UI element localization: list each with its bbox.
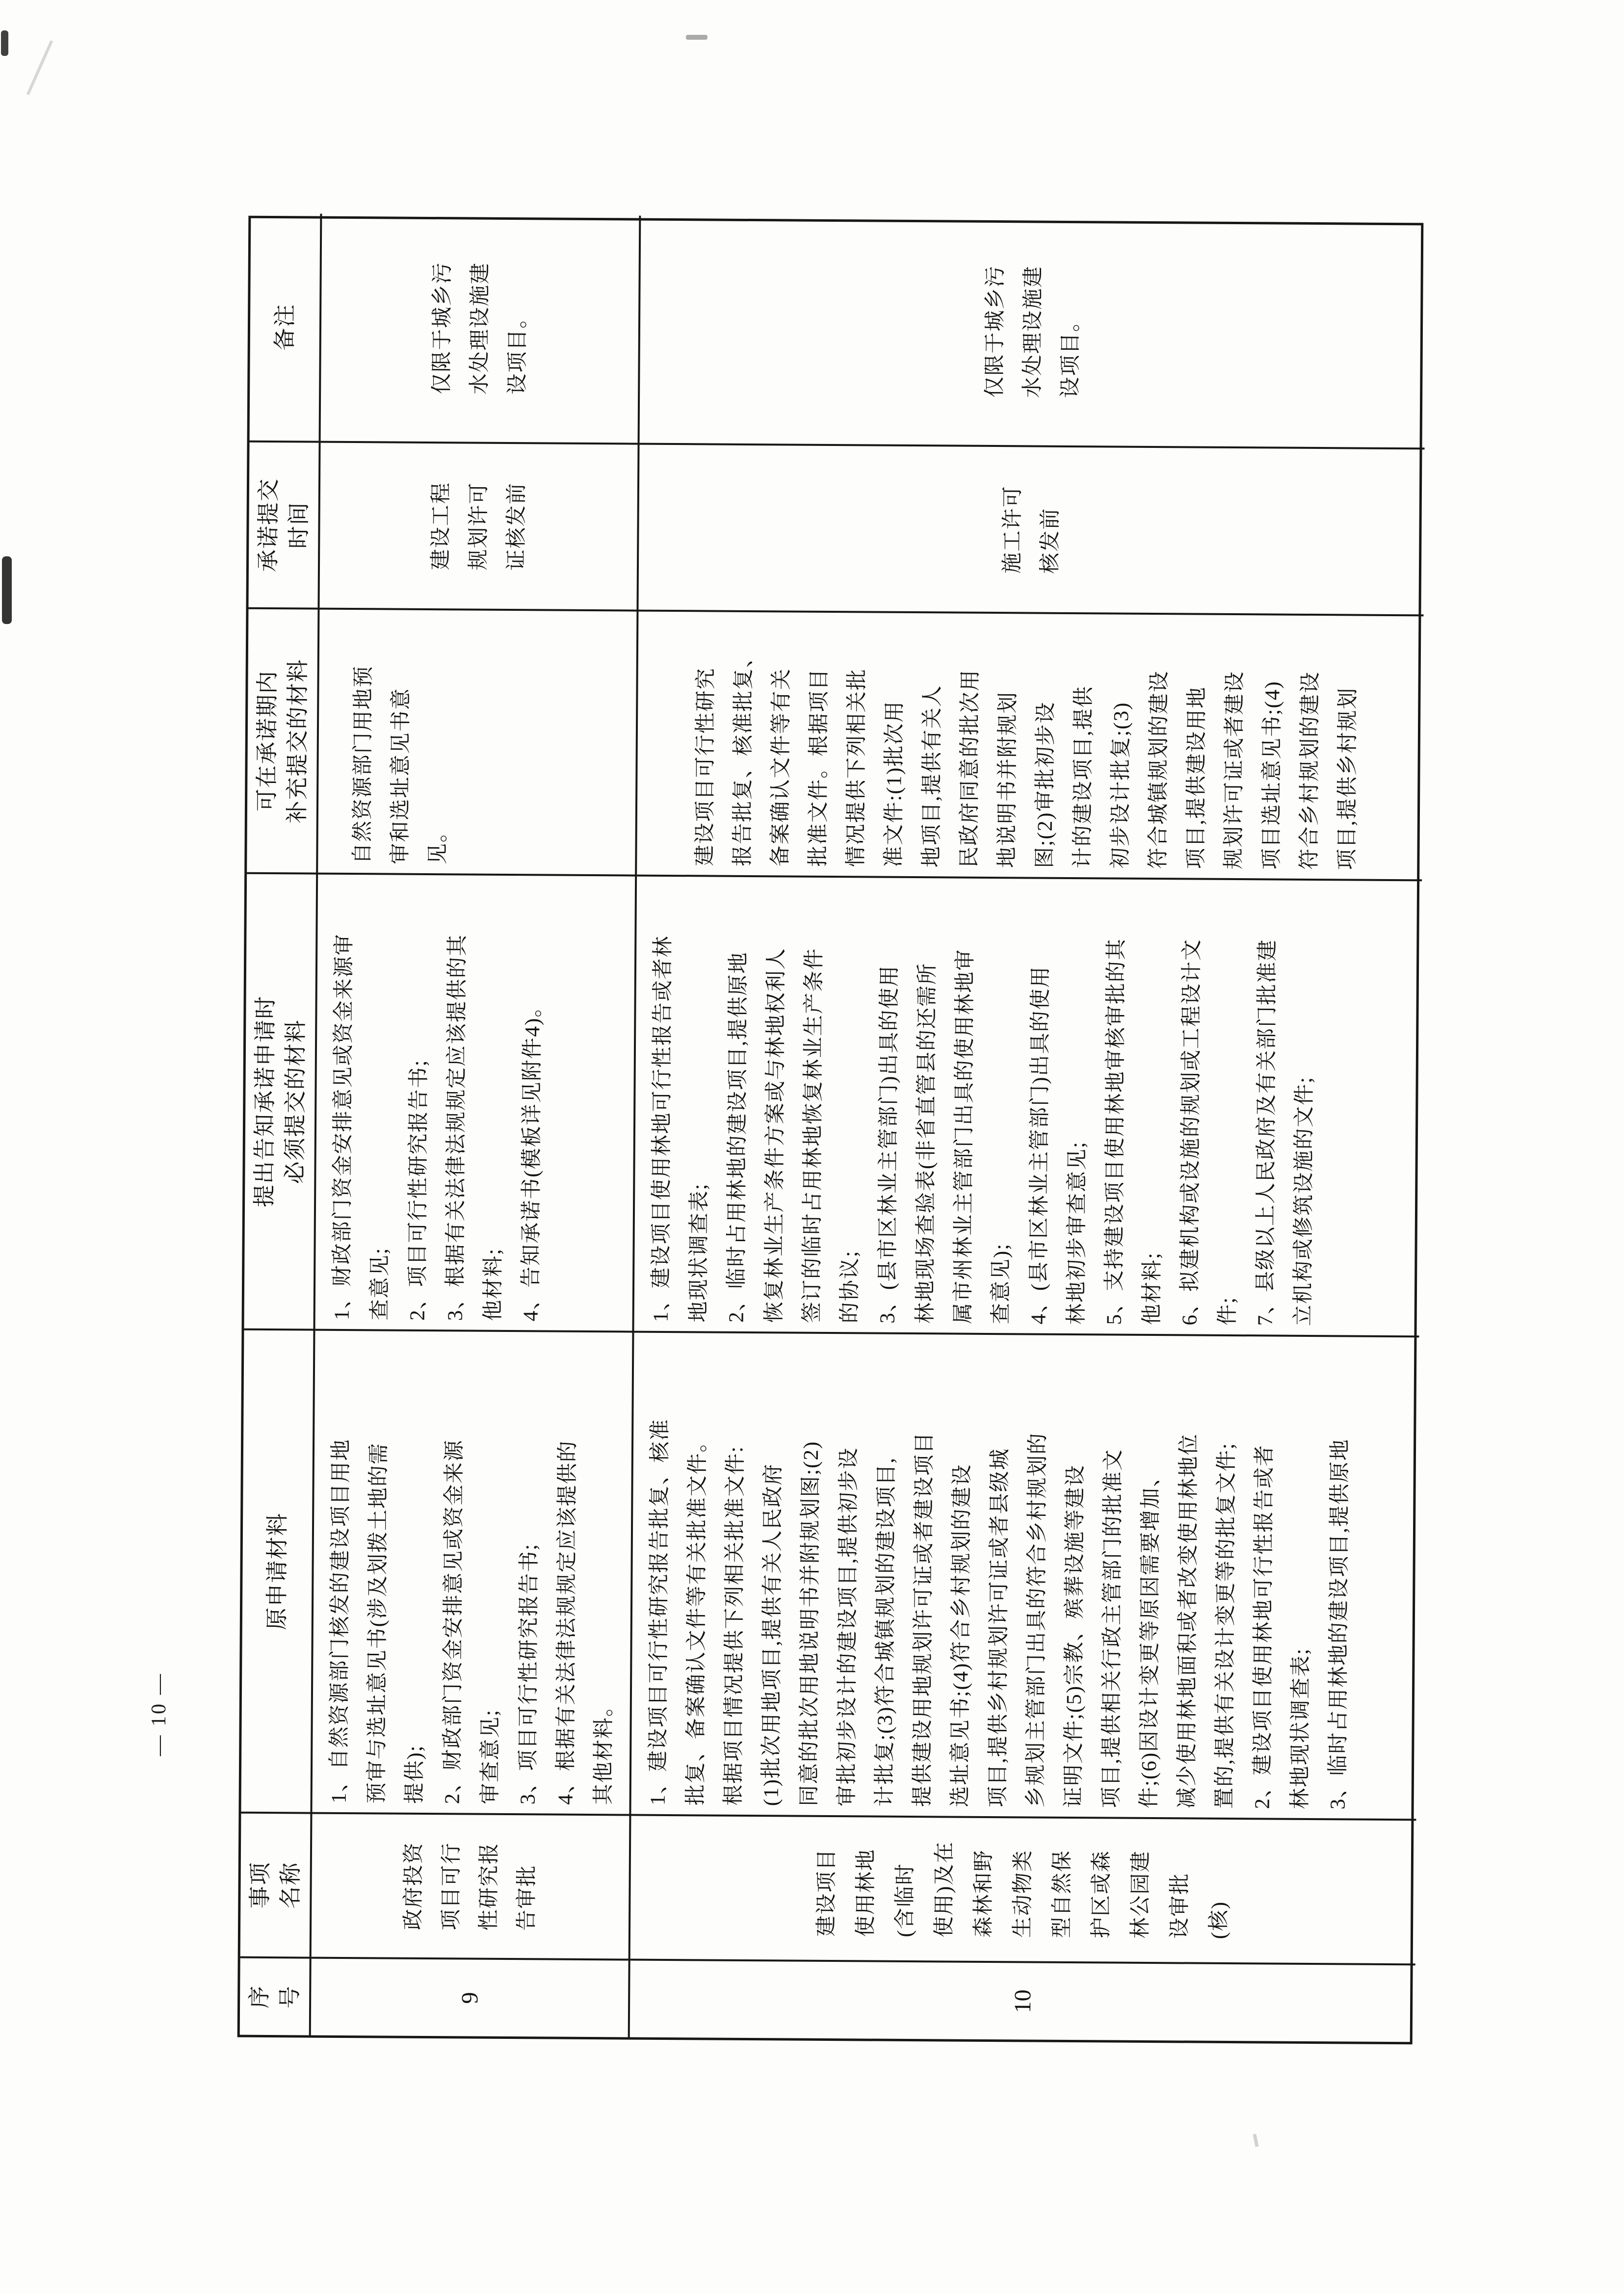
header-mingcheng: 事项 名称	[240, 1812, 313, 1957]
approval-items-table	[237, 216, 1424, 2045]
row10-mingcheng-text: 建设项目 使用林地 (含临时 使用)及在 森林和野 生动物类 型自然保 护区或森 林公园建 设审批 (核)	[814, 1841, 1231, 1939]
row10-shijian	[638, 443, 1424, 615]
row10-beizhu	[640, 216, 1426, 448]
row9-beizhu-text: 仅限于城乡污 水处理设施建 设项目。	[430, 261, 529, 395]
row9-kezai: 自然资源部门用地预 审和选址意见书意 见。	[318, 608, 638, 875]
page-number: — 10 —	[148, 1672, 170, 1756]
row9-shijian	[319, 441, 639, 610]
row10-kezai: 建设项目可行性研究 报告批复、核准批复、 备案确认文件等有关 批准文件。根据项目 情况提供下列相关批 准文件:(1)批次用 地项目,提供有关人 民政府同意的批次用 地说明书并附规划 图;(2)审批初步设 计的建设项目,提供 初步设计批复;(3) 符合城镇规划的建设 项目,提供建设用地 规划许可证或者建设 项目选址意见书;(4) 符合乡村规划的建设 项目,提供乡村规划	[637, 610, 1423, 880]
row10-mingcheng	[630, 1814, 1416, 1964]
row10-xuhao: 10	[630, 1959, 1415, 2042]
header-kezai: 可在承诺期内 补充提交的材料	[247, 607, 319, 873]
header-bixu: 提出告知承诺申请时 必须提交的材料	[244, 872, 318, 1329]
row10-beizhu-text: 仅限于城乡污 水处理设施建 设项目。	[983, 265, 1082, 398]
scan-artifact	[1253, 2134, 1258, 2147]
scan-artifact	[1, 30, 8, 56]
row10-bixu: 1、建设项目使用林地可行性报告或者林 地现状调查表; 2、临时占用林地的建设项目,提供原地 恢复林业生产条件方案或与林地权利人 签订的临时占用林地恢复林业生产条件 的协议; 3、(县市区林业主管部门)出具的使用 林地现场查验表(非省直管县的还需所 属市州林业主管部门出具的使用林地审 查意见); 4、(县市区林业主管部门)出具的使用 林地初步审查意见; 5、支持建设项目使用林地审核审批的其 他材料; 6、拟建机构或设施的规划或工程设计文 件; 7、县级以上人民政府及有关部门批准建 立机构或修筑设施的文件;	[634, 875, 1422, 1336]
row9-yuanshenqing: 1、自然资源部门核发的建设项目用地 预审与选址意见书(涉及划拨土地的需 提供); 2、财政部门资金安排意见或资金来源 审查意见; 3、项目可行性研究报告书; 4、根据有关法律法规规定应该提供的 其他材料。	[312, 1329, 634, 1814]
row10-shijian-text: 施工许可 核发前	[1000, 485, 1062, 574]
scan-artifact	[686, 35, 707, 40]
row9-bixu: 1、财政部门资金安排意见或资金来源审 查意见; 2、项目可行性研究报告书; 3、根据有关法律法规规定应该提供的其 他材料; 4、告知承诺书(模板详见附件4)。	[315, 873, 637, 1331]
row9-mingcheng	[312, 1812, 631, 1959]
header-xuhao: 序 号	[240, 1956, 312, 2035]
row9-beizhu	[321, 214, 641, 443]
scan-artifact	[2, 556, 12, 624]
row9-mingcheng-text: 政府投资 项目可行 性研究报 告审批	[402, 1842, 539, 1931]
row9-xuhao: 9	[311, 1957, 630, 2037]
header-shijian: 承诺提交 时间	[248, 441, 320, 608]
row9-shijian-text: 建设工程 规划许可 证核发前	[429, 481, 528, 571]
header-beizhu: 备注	[250, 213, 322, 441]
header-yuanshenqing: 原申请材料	[241, 1329, 315, 1812]
row10-yuanshenqing: 1、建设项目可行性研究报告批复、核准 批复、备案确认文件等有关批准文件。 根据项目情况提供下列相关批准文件: (1)批次用地项目,提供有关人民政府 同意的批次用地说明书并附规划图;(2) 审批初步设计的建设项目,提供初步设 计批复;(3)符合城镇规划的建设项目, 提供建设用地规划许可证或者建设项目 选址意见书;(4)符合乡村规划的建设 项目,提供乡村规划许可证或者县级城 乡规划主管部门出具的符合乡村规划的 证明文件;(5)宗教、殡葬设施等建设 项目,提供相关行政主管部门的批准文 件;(6)因设计变更等原因需要增加、 减少使用林地面积或者改变使用林地位 置的,提供有关设计变更等的批复文件; 2、建设项目使用林地可行性报告或者 林地现状调查表; 3、临时占用林地的建设项目,提供原地	[631, 1331, 1419, 1819]
scan-artifact	[26, 40, 53, 95]
